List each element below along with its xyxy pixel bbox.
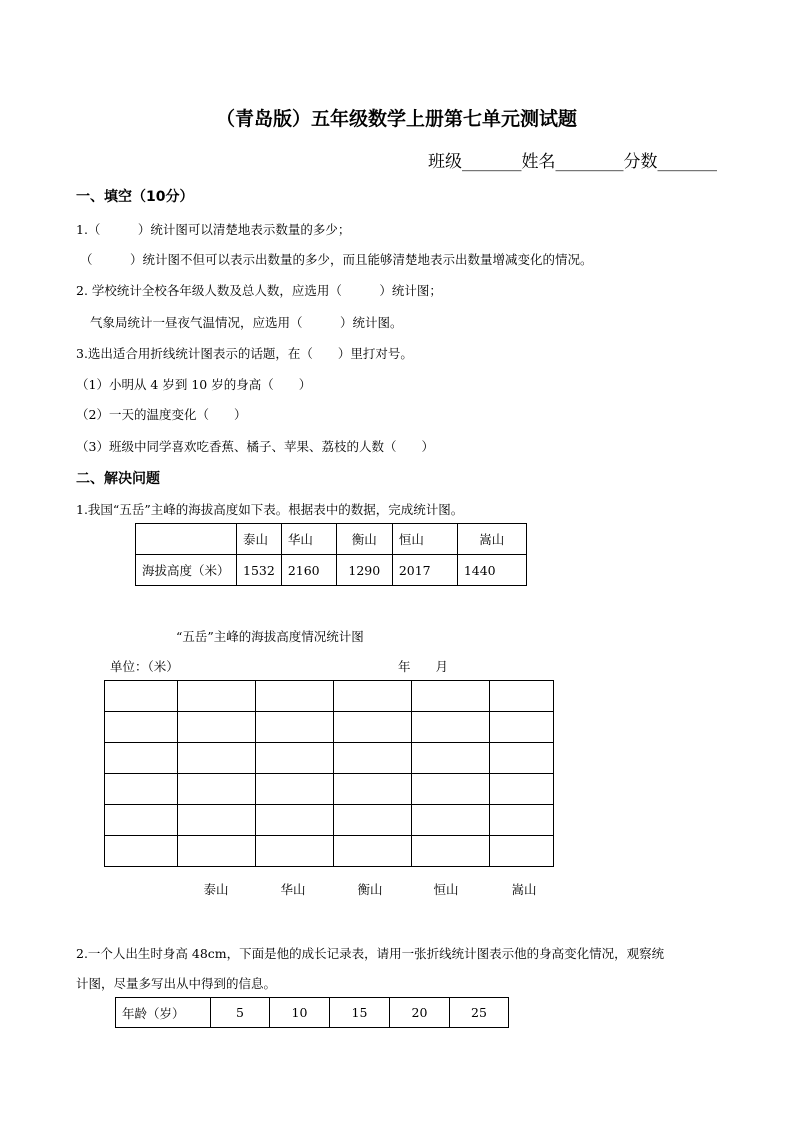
table-header-cell	[136, 524, 237, 555]
s1-line-3: 2. 学校统计全校各年级人数及总人数，应选用（ ）统计图；	[76, 283, 442, 298]
q1-text: 1.我国“五岳”主峰的海拔高度如下表。根据表中的数据，完成统计图。	[76, 502, 464, 517]
age-record-table	[115, 997, 509, 1028]
chart-title: “五岳”主峰的海拔高度情况统计图	[176, 629, 364, 644]
chart-unit: 单位：（米）	[110, 659, 179, 674]
section1-heading: 一、填空（10分）	[76, 189, 194, 205]
table-row-label: 年龄（岁）	[116, 998, 211, 1028]
table-cell: 10	[270, 998, 330, 1028]
section2-heading: 二、解决问题	[76, 471, 160, 487]
table-header-cell: 华山	[281, 524, 336, 555]
chart-x-label: 华山	[280, 882, 306, 897]
s1-line-5: 3.选出适合用折线统计图表示的话题，在（ ）里打对号。	[76, 346, 413, 361]
table-cell: 15	[330, 998, 390, 1028]
chart-date: 年 月	[398, 659, 449, 674]
table-header-cell: 恒山	[392, 524, 457, 555]
q2-text-line1: 2.一个人出生时身高 48cm，下面是他的成长记录表，请用一张折线统计图表示他的身高变化情况，观察统	[76, 946, 665, 961]
s1-line-8: （3）班级中同学喜欢吃香蕉、橘子、苹果、荔枝的人数（ ）	[76, 439, 434, 454]
table-header-cell: 泰山	[237, 524, 282, 555]
s1-line-6: （1）小明从 4 岁到 10 岁的身高（ ）	[76, 377, 312, 392]
chart-x-label: 衡山	[357, 882, 383, 897]
table-cell: 5	[211, 998, 270, 1028]
chart-x-label: 恒山	[433, 882, 459, 897]
s1-line-1: 1.（ ）统计图可以清楚地表示数量的多少；	[76, 222, 351, 237]
s1-line-7: （2）一天的温度变化（ ）	[76, 407, 247, 422]
chart-x-label: 嵩山	[511, 882, 537, 897]
chart-x-label: 泰山	[203, 882, 229, 897]
table-cell: 20	[390, 998, 450, 1028]
table-header-cell: 嵩山	[457, 524, 526, 555]
blank-chart-grid[interactable]	[104, 680, 554, 867]
q2-text-line2: 计图，尽量多写出从中得到的信息。	[76, 976, 277, 991]
mountain-height-table	[135, 523, 527, 586]
page-title: （青岛版）五年级数学上册第七单元测试题	[215, 108, 577, 130]
s1-line-2: （ ）统计图不但可以表示出数量的多少，而且能够清楚地表示出数量增减变化的情况。	[80, 252, 593, 267]
table-row-label: 海拔高度（米）	[136, 555, 237, 586]
table-header-cell: 衡山	[336, 524, 392, 555]
table-cell: 2017	[392, 555, 457, 586]
table-cell: 1532	[237, 555, 282, 586]
table-cell: 1440	[457, 555, 526, 586]
student-info-line: 班级_______姓名________分数_______	[428, 152, 717, 172]
s1-line-4: 气象局统计一昼夜气温情况，应选用（ ）统计图。	[90, 315, 403, 330]
table-cell: 25	[450, 998, 509, 1028]
table-cell: 2160	[281, 555, 336, 586]
table-cell: 1290	[336, 555, 392, 586]
